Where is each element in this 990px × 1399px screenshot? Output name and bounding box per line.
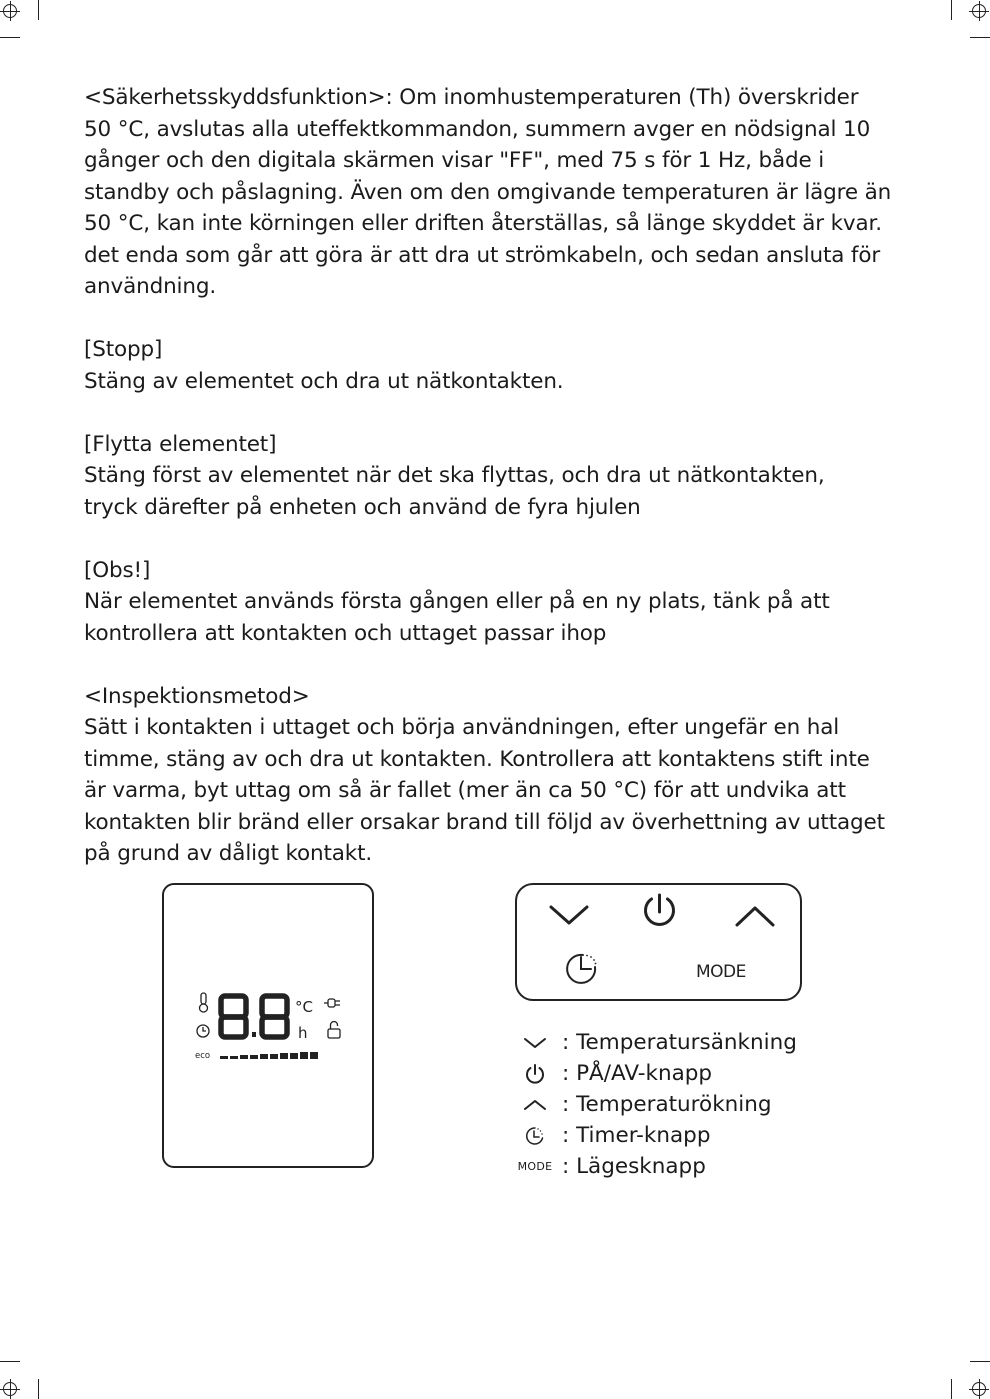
level-bar — [280, 1053, 288, 1059]
mode-text-icon: MODE — [517, 1160, 553, 1173]
seven-segment-digit — [262, 996, 287, 1037]
level-bar — [260, 1054, 268, 1059]
legend-row-power — [512, 1058, 842, 1089]
level-bars — [220, 1052, 318, 1059]
hour-unit: h — [298, 1024, 308, 1042]
timer-icon — [524, 1125, 546, 1147]
level-bar — [230, 1056, 238, 1059]
inspection-method-paragraph: <Inspektionsmetod> Sätt i kontakten i uttaget och börja användningen, efter ungefär en hal timme, stäng av och dra ut kontakten. Kontrollera att kontaktens stift inte är varma, byt uttag om så är fallet (mer än ca 50 °C) för att undvika att kontakten blir bränd eller orsakar brand till följd av överhettning av uttaget på grund av dåligt kontakt. — [84, 683, 885, 866]
lcd-display-graphic — [164, 885, 372, 1166]
eco-label: eco — [195, 1051, 211, 1061]
legend-label: : Lägesknapp — [562, 1154, 706, 1179]
legend-label: : Temperaturökning — [562, 1092, 772, 1117]
legend-row-timer — [512, 1120, 842, 1151]
stop-paragraph: [Stopp] Stäng av elementet och dra ut nätkontakten. — [84, 337, 564, 394]
legend-row-mode — [512, 1151, 842, 1182]
note-paragraph: [Obs!] När elementet används första gången eller på en ny plats, tänk på att kontrollera att kontakten och uttaget passar ihop — [84, 557, 830, 646]
seven-segment-digit — [221, 996, 246, 1037]
decimal-point — [252, 1032, 256, 1037]
level-bar — [310, 1052, 318, 1059]
legend-row-temperature-up — [512, 1089, 842, 1120]
legend-label: : PÅ/AV-knapp — [562, 1061, 713, 1086]
legend-label: : Timer-knapp — [562, 1123, 711, 1148]
timer-icon[interactable] — [567, 955, 596, 983]
registration-mark-icon — [3, 4, 17, 18]
mode-button[interactable]: MODE — [696, 962, 746, 982]
chevron-up-icon[interactable] — [737, 908, 773, 925]
safety-protection-paragraph: <Säkerhetsskyddsfunktion>: Om inomhustemperaturen (Th) överskrider 50 °C, avslutas alla uteffektkommandon, summern avger en nödsignal 10 gånger och den digitala skärmen visar "FF", med 75 s för 1 Hz, både i standby och påslagning. Även om den omgivande temperaturen är lägre än 50 °C, kan inte körningen eller driften återställas, så länge skyddet är kvar. det enda som går att göra är att dra ut strömkabeln, och sedan ansluta för användning. — [84, 85, 892, 299]
instruction-text — [84, 82, 914, 870]
clock-icon — [197, 1025, 209, 1037]
plug-icon — [324, 999, 340, 1007]
lcd-display-panel — [162, 883, 374, 1168]
celsius-unit: °C — [295, 998, 313, 1016]
chevron-down-icon — [523, 1036, 547, 1050]
thermometer-icon — [200, 993, 208, 1012]
power-icon[interactable] — [646, 895, 674, 924]
level-bar — [300, 1052, 308, 1059]
level-bar — [240, 1055, 248, 1059]
level-bar — [290, 1053, 298, 1059]
level-bar — [220, 1056, 228, 1059]
legend-label: : Temperatursänkning — [562, 1030, 797, 1055]
lock-icon — [328, 1022, 340, 1039]
chevron-down-icon[interactable] — [551, 907, 587, 923]
control-panel — [515, 883, 802, 1001]
registration-mark-icon — [3, 1382, 17, 1396]
level-bar — [250, 1055, 258, 1059]
level-bar — [270, 1054, 278, 1059]
chevron-up-icon — [523, 1098, 547, 1112]
legend-row-temperature-down — [512, 1027, 842, 1058]
button-legend — [512, 1027, 842, 1182]
power-icon — [524, 1063, 546, 1085]
move-heater-paragraph: [Flytta elementet] Stäng först av elementet när det ska flyttas, och dra ut nätkontakten, tryck därefter på enheten och använd de fyra hjulen — [84, 431, 825, 520]
registration-mark-icon — [972, 1382, 986, 1396]
registration-mark-icon — [972, 4, 986, 18]
